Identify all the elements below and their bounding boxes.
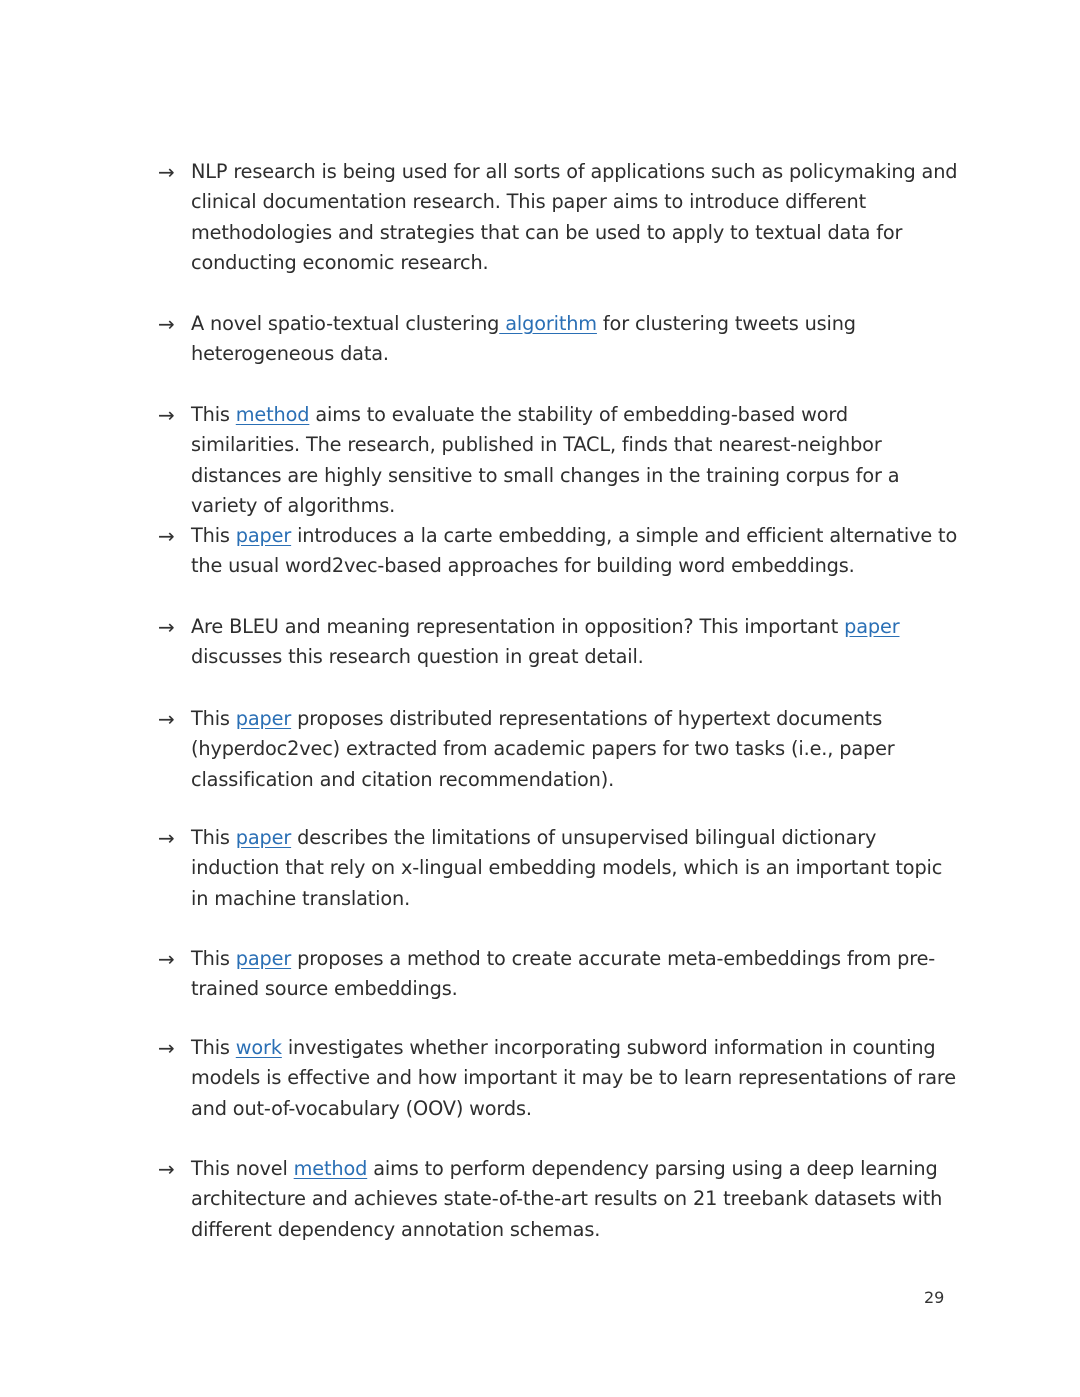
bullet-text-before: NLP research is being used for all sorts of applications such as policymaking and clinical documentation research. This paper aims to introduce different methodologies and strategies that can be used to apply to textual data for conducting economic research.	[191, 160, 958, 274]
bullet-item	[158, 309, 958, 370]
arrow-right-icon: →	[158, 312, 175, 336]
bullet-text-after: introduces a la carte embedding, a simple and efficient alternative to the usual word2vec-based approaches for building word embeddings.	[191, 524, 958, 578]
arrow-right-icon: →	[158, 403, 175, 427]
bullet-text-before: This	[191, 1036, 236, 1059]
page-number: 29	[924, 1288, 945, 1307]
bullet-text-before: Are BLEU and meaning representation in opposition? This important	[191, 615, 845, 638]
bullet-item	[158, 157, 958, 278]
bullet-item	[158, 400, 958, 521]
bullet-text	[191, 823, 958, 914]
bullet-text-before: This novel	[191, 1157, 294, 1180]
bullet-text-after: discusses this research question in great detail.	[191, 645, 644, 669]
bullet-text	[191, 521, 958, 582]
bullet-text-before: This	[191, 826, 236, 849]
bullet-text-before: A novel spatio-textual clustering	[191, 312, 500, 335]
arrow-right-icon: →	[158, 160, 175, 184]
bullet-text-after: proposes a method to create accurate meta-embeddings from pre-trained source embeddings.	[191, 947, 936, 1001]
algorithm-link[interactable]: algorithm	[499, 312, 597, 335]
arrow-right-icon: →	[158, 947, 175, 971]
paper-link[interactable]: paper	[235, 826, 292, 849]
bullet-text	[191, 400, 958, 521]
arrow-right-icon: →	[158, 524, 175, 548]
arrow-right-icon: →	[158, 707, 175, 731]
bullet-item	[158, 944, 958, 1005]
bullet-item	[158, 1033, 958, 1124]
bullet-text	[191, 704, 958, 795]
bullet-text-after: aims to evaluate the stability of embedding-based word similarities. The research, published in TACL, finds that nearest-neighbor distances are highly sensitive to small changes in the training corpus for a variety of algorithms.	[191, 403, 900, 517]
bullet-item	[158, 1154, 958, 1245]
work-link[interactable]: work	[235, 1036, 282, 1059]
arrow-right-icon: →	[158, 1157, 175, 1181]
bullet-text-before: This	[191, 524, 236, 547]
arrow-right-icon: →	[158, 1036, 175, 1060]
paper-link[interactable]: paper	[235, 947, 292, 970]
bullet-item	[158, 704, 958, 795]
bullet-text	[191, 157, 958, 278]
bullet-text-before: This	[191, 947, 236, 970]
bullet-text-after: proposes distributed representations of hypertext documents (hyperdoc2vec) extracted from academic papers for two tasks (i.e., paper classification and citation recommendation).	[191, 707, 895, 791]
bullet-text	[191, 612, 958, 673]
bullet-item	[158, 823, 958, 914]
bullet-item	[158, 612, 958, 673]
bullet-text-after: aims to perform dependency parsing using a deep learning architecture and achieves state-of-the-art results on 21 treebank datasets with different dependency annotation schemas.	[191, 1157, 943, 1241]
bullet-text-after: describes the limitations of unsupervised bilingual dictionary induction that rely on x-lingual embedding models, which is an important topic in machine translation.	[191, 826, 943, 910]
bullet-text-before: This	[191, 403, 236, 426]
arrow-right-icon: →	[158, 615, 175, 639]
paper-link[interactable]: paper	[844, 615, 900, 638]
paper-link[interactable]: paper	[235, 707, 292, 730]
bullet-text-after: investigates whether incorporating subword information in counting models is effective and how important it may be to learn representations of rare and out-of-vocabulary (OOV) words.	[191, 1036, 956, 1120]
bullet-text	[191, 944, 958, 1005]
bullet-text-before: This	[191, 707, 236, 730]
bullet-text	[191, 1154, 958, 1245]
bullet-text-after: for clustering tweets using heterogeneous data.	[191, 312, 856, 366]
bullet-item	[158, 521, 958, 582]
method-link[interactable]: method	[235, 403, 310, 426]
arrow-right-icon: →	[158, 826, 175, 850]
bullet-text	[191, 309, 958, 370]
bullet-text	[191, 1033, 958, 1124]
paper-link[interactable]: paper	[235, 524, 292, 547]
method-link[interactable]: method	[293, 1157, 368, 1180]
